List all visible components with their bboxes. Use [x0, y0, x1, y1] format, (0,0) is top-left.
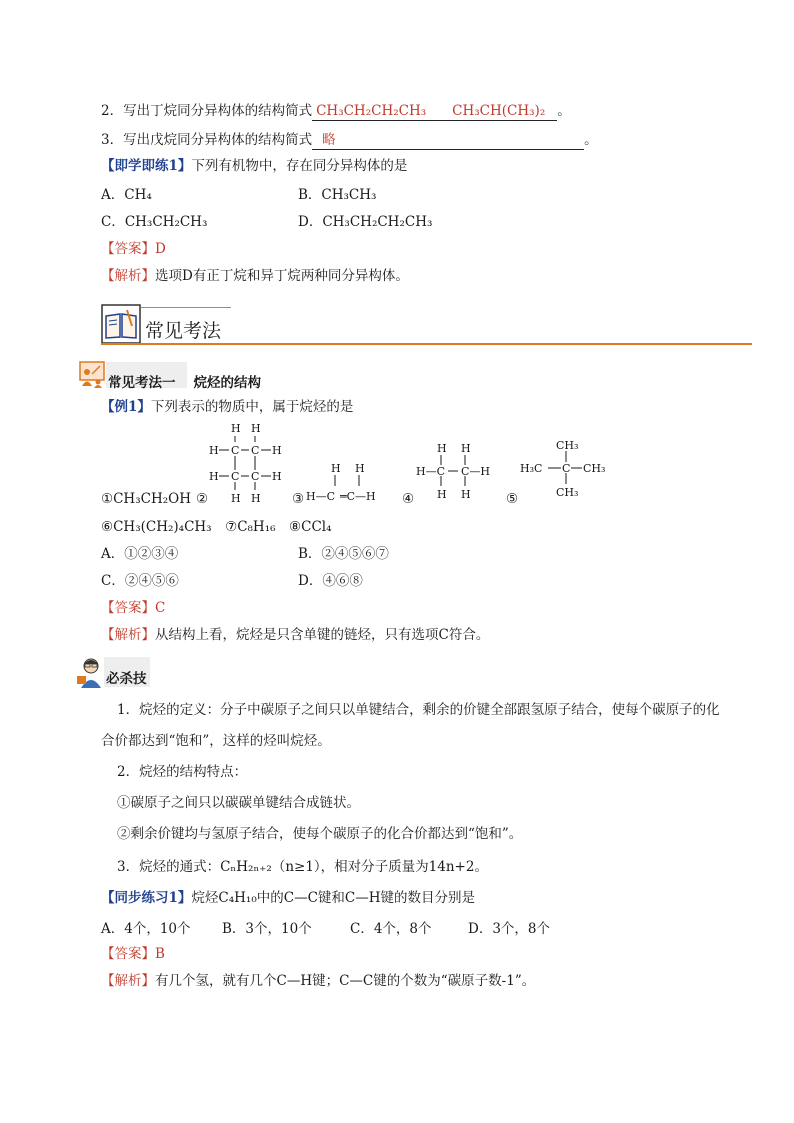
atom-h: H — [251, 492, 261, 505]
skill-title: 必杀技 — [106, 671, 147, 687]
ethane-right: C—H — [461, 465, 491, 478]
ethene-right: ═C—H — [340, 490, 376, 503]
section-title: 常见考法 — [145, 320, 222, 342]
sync-1-option-a: A．4个，10个 — [101, 921, 191, 937]
atom-c: C — [231, 444, 240, 457]
structure-4-ethane — [416, 438, 506, 508]
example-1-analysis: 【解析】从结构上看，烷烃是只含单键的链烃，只有选项C符合。 — [101, 627, 490, 643]
group-h3c: H₃C — [520, 462, 543, 475]
atom-h: H — [461, 488, 471, 501]
skill-paragraph-4: ②剩余价键均与氢原子结合，使每个碳原子的化合价都达到“饱和”。 — [117, 826, 523, 842]
skill-paragraph-2: 2．烷烃的结构特点： — [117, 764, 248, 780]
ethane-left: H—C — [416, 465, 446, 478]
example-1-item-4-number: ④ — [402, 491, 415, 507]
sync-1-option-c: C．4个，8个 — [350, 921, 432, 937]
atom-c: C — [231, 470, 240, 483]
structure-5-neopentane — [520, 436, 610, 506]
student-icon — [76, 656, 104, 688]
atom-c: C — [251, 444, 260, 457]
sync-1-answer: 【答案】B — [101, 946, 165, 962]
practice-1-stem: 【即学即练1】下列有机物中，存在同分异构体的是 — [101, 158, 408, 174]
sync-1-analysis: 【解析】有几个氢，就有几个C—H键；C—C键的个数为“碳原子数-1”。 — [101, 973, 536, 989]
practice-1-analysis: 【解析】选项D有正丁烷和异丁烷两种同分异构体。 — [101, 268, 409, 284]
sync-1-option-b: B．3个，10个 — [222, 921, 312, 937]
ethene-left: H—C — [306, 490, 336, 503]
atom-c: C — [251, 470, 260, 483]
practice-1-answer: 【答案】D — [101, 241, 166, 257]
atom-h: H — [272, 444, 282, 457]
example-1-answer: 【答案】C — [101, 600, 166, 616]
atom-h: H — [461, 442, 471, 455]
example-1-item-1: ①CH₃CH₂OH — [101, 491, 191, 507]
practice-1-option-d: D．CH₃CH₂CH₂CH₃ — [298, 214, 433, 230]
atom-h: H — [251, 422, 261, 435]
group-ch3: CH₃ — [556, 486, 579, 499]
example-1-stem: 【例1】下列表示的物质中，属于烷烃的是 — [101, 399, 354, 415]
atom-h: H — [355, 462, 365, 475]
example-1-item-3-number: ③ — [292, 491, 305, 507]
example-1-option-d: D．④⑥⑧ — [298, 573, 363, 589]
example-1-option-b: B．②④⑤⑥⑦ — [298, 546, 389, 562]
atom-h: H — [231, 492, 241, 505]
question-2: 2．写出丁烷同分异构体的结构简式 CH₃CH₂CH₂CH₃ CH₃CH(CH₃)₂ 。 — [101, 103, 571, 119]
practice-1-option-a: A．CH₄ — [101, 187, 152, 203]
question-3: 3．写出戊烷同分异构体的结构简式 略 。 — [101, 132, 598, 148]
q3-answer: 略 — [312, 131, 584, 150]
example-1-option-c: C．②④⑤⑥ — [101, 573, 179, 589]
atom-h: H — [272, 470, 282, 483]
example-1-item-5-number: ⑤ — [506, 491, 519, 507]
skill-paragraph-5: 3．烷烃的通式：CₙH₂ₙ₊₂（n≥1），相对分子质量为14n+2。 — [117, 859, 488, 875]
section-top-rule — [141, 307, 231, 308]
sync-1-option-d: D．3个，8个 — [468, 921, 551, 937]
skill-paragraph-3: ①碳原子之间只以碳碳单键结合成链状。 — [117, 795, 360, 811]
method-1-heading: 常见考法一 烷烃的结构 — [108, 375, 261, 391]
atom-h: H — [437, 442, 447, 455]
section-divider — [101, 343, 752, 345]
teacher-icon — [78, 360, 106, 388]
practice-1-option-c: C．CH₃CH₂CH₃ — [101, 214, 208, 230]
group-ch3: CH₃ — [583, 462, 606, 475]
structure-2-cyclobutane — [205, 418, 285, 508]
skill-paragraph-1-cont: 合价都达到“饱和”，这样的烃叫烷烃。 — [101, 733, 331, 749]
q2-answer-2: CH₃CH(CH₃)₂ — [452, 103, 546, 119]
example-1-items-line-2: ⑥CH₃(CH₂)₄CH₃ ⑦C₈H₁₆ ⑧CCl₄ — [101, 519, 332, 535]
atom-h: H — [437, 488, 447, 501]
atom-h: H — [209, 470, 219, 483]
q2-answer-1: CH₃CH₂CH₂CH₃ — [312, 102, 430, 121]
atom-h: H — [209, 444, 219, 457]
practice-1-option-b: B．CH₃CH₃ — [298, 187, 377, 203]
atom-h: H — [231, 422, 241, 435]
book-icon — [101, 304, 141, 344]
example-1-option-a: A．①②③④ — [101, 546, 179, 562]
sync-1-stem: 【同步练习1】烷烃C₄H₁₀中的C—C键和C—H键的数目分别是 — [101, 890, 476, 906]
structure-3-ethene — [306, 458, 396, 508]
atom-h: H — [331, 462, 341, 475]
group-ch3: CH₃ — [556, 439, 579, 452]
atom-c: C — [562, 462, 571, 475]
example-1-item-2-number: ② — [196, 491, 209, 507]
skill-paragraph-1: 1．烷烃的定义：分子中碳原子之间只以单键结合，剩余的价键全部跟氢原子结合，使每个碳原子的化 — [117, 702, 720, 718]
